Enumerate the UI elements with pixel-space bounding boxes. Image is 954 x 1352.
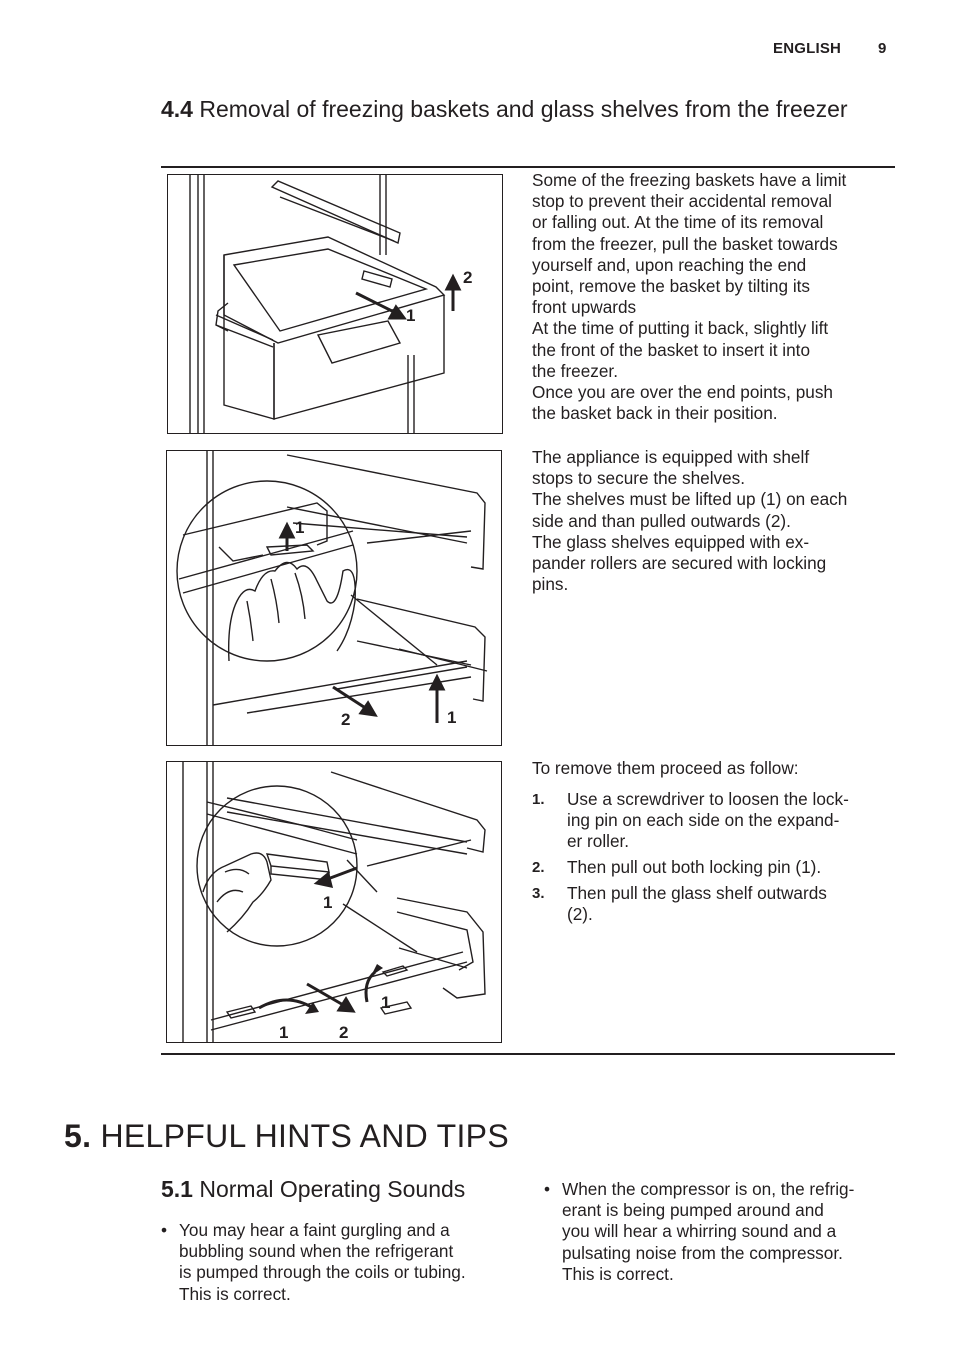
text-line: The appliance is equipped with shelf xyxy=(532,447,810,467)
text-line: front upwards xyxy=(532,297,637,318)
step-number: 3. xyxy=(532,885,545,902)
section-number: 4.4 xyxy=(161,96,193,122)
section-title-text: Normal Operating Sounds xyxy=(199,1176,466,1202)
step-number: 2. xyxy=(532,859,545,876)
bullet-gurgling xyxy=(161,1220,521,1305)
step-line: Then pull out both locking pin (1). xyxy=(567,857,822,877)
step-item xyxy=(532,883,887,925)
bullet-text xyxy=(179,1220,466,1305)
section-top-rule xyxy=(161,166,895,168)
bullet-line: You may hear a faint gurgling and a xyxy=(179,1220,450,1240)
locking-pin-intro: To remove them proceed as follow: xyxy=(532,758,799,778)
text-line: The shelves must be lifted up (1) on each xyxy=(532,489,848,510)
fig1-label-2: 2 xyxy=(463,268,473,287)
text-line: pins. xyxy=(532,574,569,595)
step-line: (2). xyxy=(567,904,593,924)
basket-illustration xyxy=(168,175,502,433)
chapter-title-text: HELPFUL HINTS AND TIPS xyxy=(100,1118,509,1154)
text-line: the front of the basket to insert it into xyxy=(532,339,811,360)
section-title-5-1 xyxy=(161,1176,465,1203)
bullet-line: pulsating noise from the compressor. xyxy=(562,1242,843,1263)
fig3-label-1-right: 1 xyxy=(381,993,391,1012)
shelf-stops-instructions xyxy=(532,447,892,595)
page-number: 9 xyxy=(878,40,887,57)
fig3-label-1-pin: 1 xyxy=(323,893,333,912)
bullet-line: you will hear a whirring sound and a xyxy=(562,1221,837,1242)
text-line: or falling out. At the time of its removal xyxy=(532,212,824,233)
text-line: stops to secure the shelves. xyxy=(532,468,746,489)
step-line: Use a screwdriver to loosen the lock- xyxy=(567,789,849,809)
chapter-number: 5. xyxy=(64,1118,92,1154)
bullet-line: is pumped through the coils or tubing. xyxy=(179,1262,466,1283)
text-line: the freezer. xyxy=(532,360,618,381)
shelf-stops-illustration xyxy=(167,451,501,745)
basket-instructions xyxy=(532,170,892,424)
section-title-text: Removal of freezing baskets and glass shelves from the freezer xyxy=(199,96,848,122)
fig1-label-1: 1 xyxy=(406,306,416,325)
step-line: Then pull the glass shelf outwards xyxy=(567,883,827,903)
text-line: side and than pulled outwards (2). xyxy=(532,510,791,531)
bullet-symbol: • xyxy=(161,1220,168,1240)
fig2-label-2: 2 xyxy=(341,710,351,729)
step-item xyxy=(532,789,887,852)
text-line: point, remove the basket by tilting its xyxy=(532,276,811,297)
figure-locking-pins xyxy=(166,761,502,1043)
header-language: ENGLISH xyxy=(773,40,842,57)
text-line: pander rollers are secured with locking xyxy=(532,553,827,574)
text-line: The glass shelves equipped with ex- xyxy=(532,531,810,552)
figure-basket-removal xyxy=(167,174,503,434)
bullet-line: When the compressor is on, the refrig- xyxy=(562,1179,855,1199)
step-number: 1. xyxy=(532,791,545,808)
bullet-symbol: • xyxy=(544,1179,551,1199)
fig2-label-1-bottom: 1 xyxy=(447,708,457,727)
bullet-line: bubbling sound when the refrigerant xyxy=(179,1241,454,1262)
text-line: Some of the freezing baskets have a limit xyxy=(532,170,847,190)
step-text xyxy=(567,883,827,925)
section-bottom-rule xyxy=(161,1053,895,1055)
bullet-line: This is correct. xyxy=(562,1263,674,1284)
bullet-line: This is correct. xyxy=(179,1283,291,1304)
text-line: At the time of putting it back, slightly lift xyxy=(532,318,829,339)
step-line: er roller. xyxy=(567,831,630,851)
locking-pin-steps xyxy=(532,784,887,925)
section-title-4-4 xyxy=(161,96,861,123)
step-text xyxy=(567,857,821,878)
step-item xyxy=(532,857,887,878)
bullet-text xyxy=(562,1179,854,1285)
text-line: stop to prevent their accidental removal xyxy=(532,191,832,212)
fig3-label-1-left: 1 xyxy=(279,1023,289,1042)
bullet-line: erant is being pumped around and xyxy=(562,1200,824,1221)
bullet-compressor xyxy=(544,1179,904,1285)
step-line: ing pin on each side on the expand- xyxy=(567,810,840,830)
text-line: yourself and, upon reaching the end xyxy=(532,254,807,275)
step-text xyxy=(567,789,849,852)
text-line: from the freezer, pull the basket towards xyxy=(532,233,838,254)
figure-shelf-stops xyxy=(166,450,502,746)
fig3-label-2: 2 xyxy=(339,1023,349,1042)
section-number: 5.1 xyxy=(161,1176,193,1202)
text-line: the basket back in their position. xyxy=(532,403,778,424)
locking-pins-illustration xyxy=(167,762,501,1042)
text-line: Once you are over the end points, push xyxy=(532,382,833,403)
fig2-label-1-top: 1 xyxy=(295,518,305,537)
chapter-title-5 xyxy=(64,1118,509,1155)
